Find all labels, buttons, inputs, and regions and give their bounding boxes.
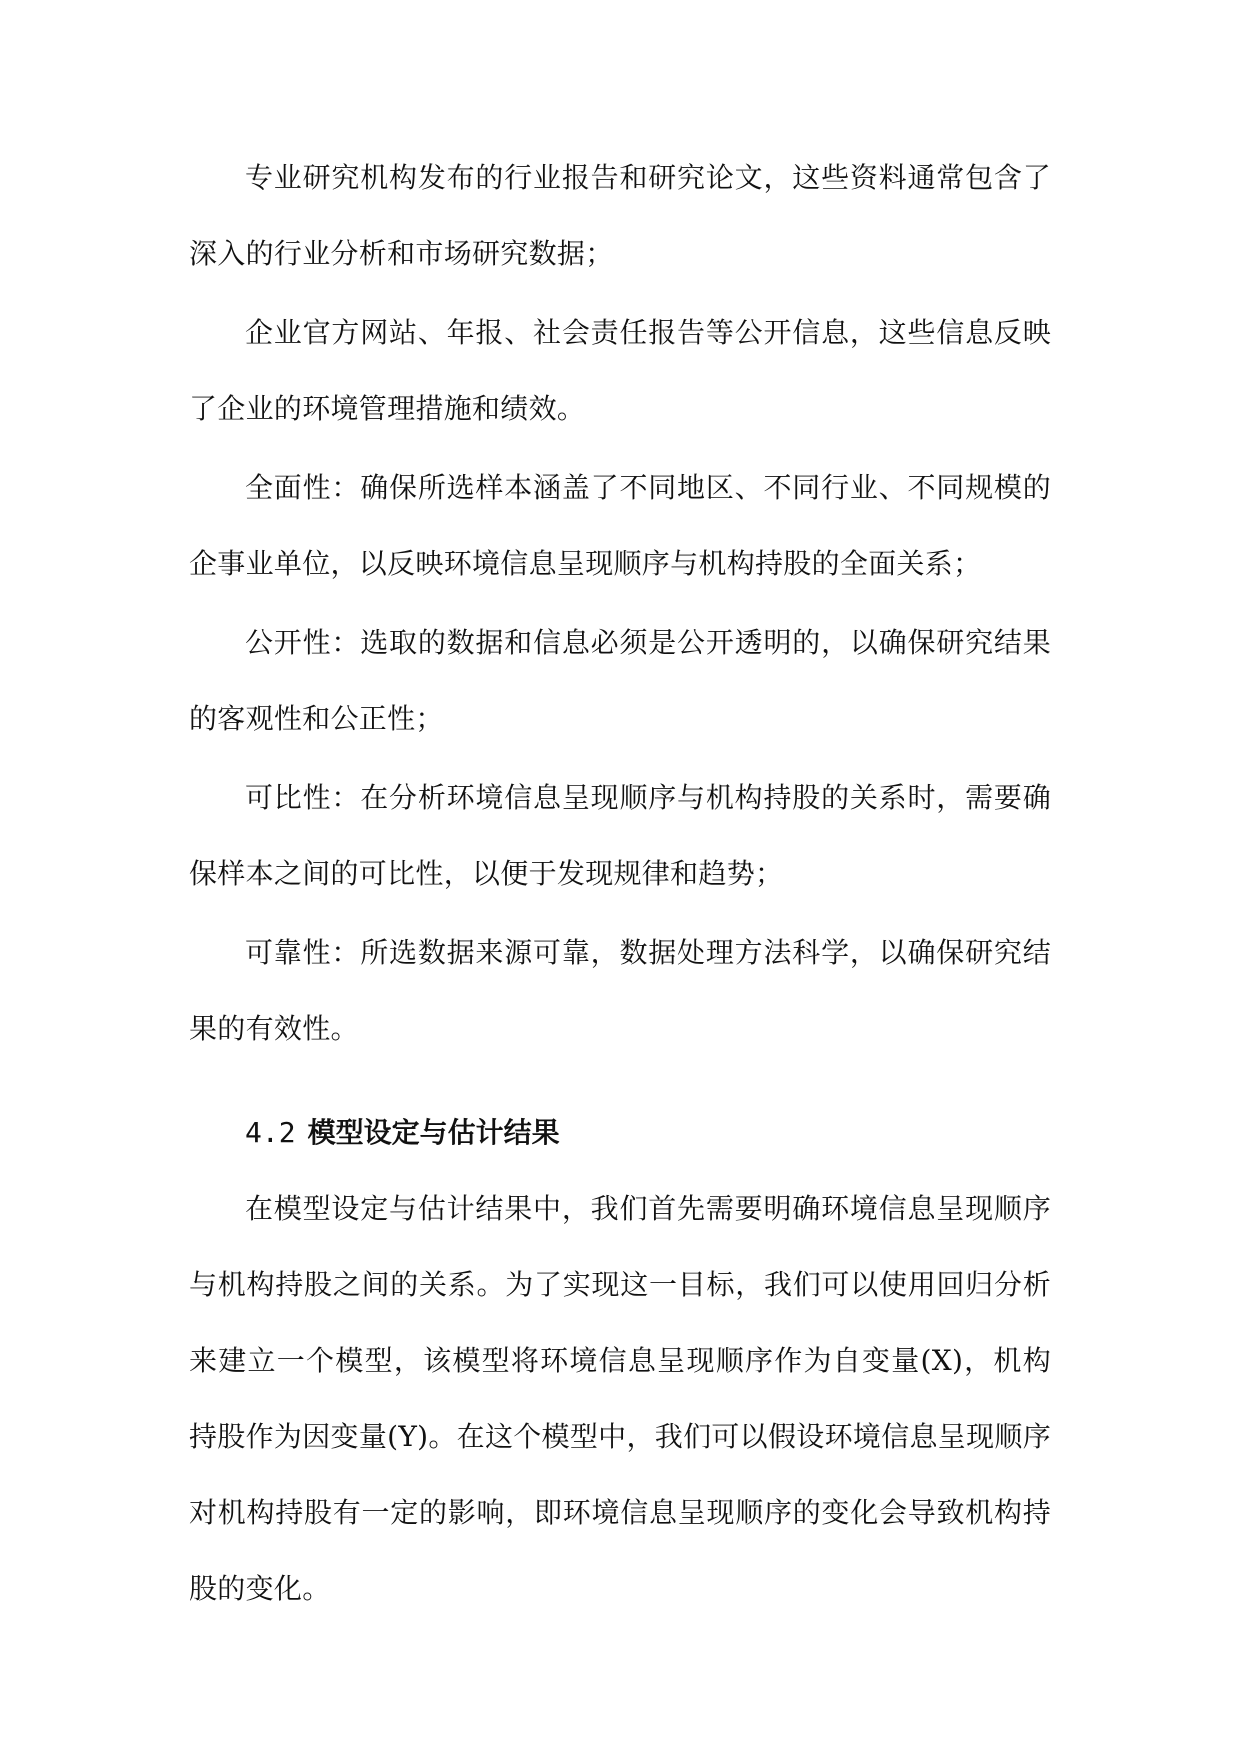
paragraph-comprehensiveness: 全面性：确保所选样本涵盖了不同地区、不同行业、不同规模的企事业单位，以反映环境信息呈现顺序与机构持股的全面关系； <box>189 471 1051 580</box>
paragraph-research-reports: 专业研究机构发布的行业报告和研究论文，这些资料通常包含了深入的行业分析和市场研究数据； <box>189 161 1051 270</box>
paragraph-official-disclosures: 企业官方网站、年报、社会责任报告等公开信息，这些信息反映了企业的环境管理措施和绩效。 <box>189 316 1051 425</box>
paragraph-reliability: 可靠性：所选数据来源可靠，数据处理方法科学，以确保研究结果的有效性。 <box>189 936 1051 1045</box>
paragraph-comparability: 可比性：在分析环境信息呈现顺序与机构持股的关系时，需要确保样本之间的可比性，以便于发现规律和趋势； <box>189 781 1051 890</box>
paragraph-model-setup: 在模型设定与估计结果中，我们首先需要明确环境信息呈现顺序与机构持股之间的关系。为了实现这一目标，我们可以使用回归分析来建立一个模型，该模型将环境信息呈现顺序作为自变量(X)，机构持股作为因变量(Y)。在这个模型中，我们可以假设环境信息呈现顺序对机构持股有一定的影响，即环境信息呈现顺序的变化会导致机构持股的变化。 <box>189 1192 1051 1605</box>
page-content <box>189 140 1051 1630</box>
section-number: 4.2 <box>245 1116 296 1149</box>
section-heading <box>189 1095 1051 1171</box>
paragraph-openness: 公开性：选取的数据和信息必须是公开透明的，以确保研究结果的客观性和公正性； <box>189 626 1051 735</box>
section-title: 模型设定与估计结果 <box>307 1116 560 1149</box>
